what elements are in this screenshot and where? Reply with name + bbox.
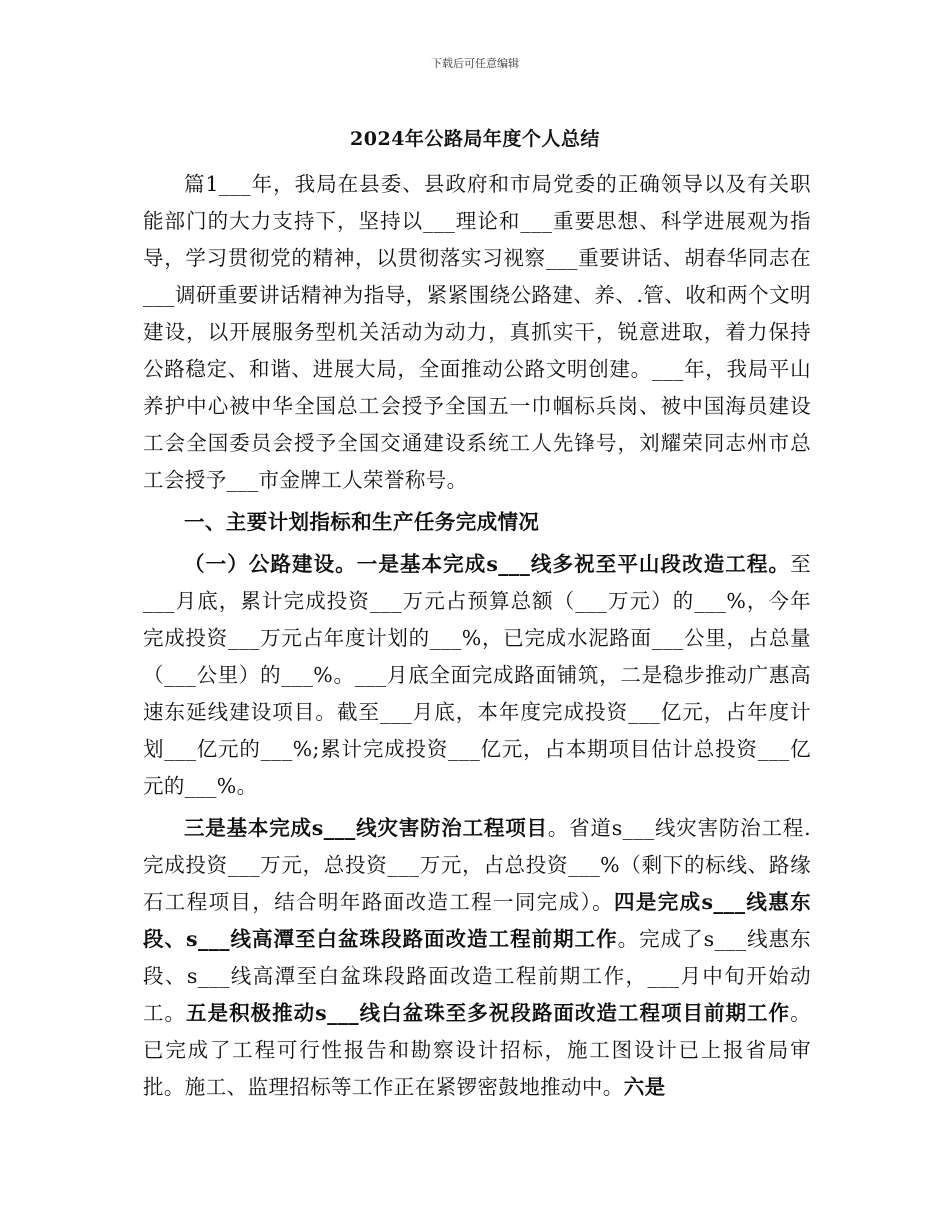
document-title: 2024年公路局年度个人总结 — [350, 128, 600, 150]
project-4-lead: 四是完成s___线惠东段、s___线高潭至白盆珠段路面改造工程前期工作 — [143, 890, 811, 951]
header-note: 下载后可任意编辑 — [431, 57, 519, 70]
document-body — [143, 166, 811, 1106]
paragraph-projects — [143, 810, 811, 1106]
paragraph-intro: 篇1___年，我局在县委、县政府和市局党委的正确领导以及有关职能部门的大力支持下，坚持以___理论和___重要思想、科学进展观为指导，学习贯彻党的精神，以贯彻落实习视察___重要讲话、胡春华同志在___调研重要讲话精神为指导，紧紧围绕公路建、养、.管、收和两个文明建设，以开展服务型机关活动为动力，真抓实干，锐意进取，着力保持公路稳定、和谐、进展大局，全面推动公路文明创建。___年，我局平山养护中心被中华全国总工会授予全国五一巾帼标兵岗、被中国海员建设工会全国委员会授予全国交通建设系统工人先锋号，刘耀荣同志州市总工会授予___市金牌工人荣誉称号。 — [143, 172, 811, 492]
section-heading-1 — [143, 504, 811, 541]
paragraph-road-construction — [143, 546, 811, 805]
project-4-text: 。完成了s___线惠东段、s___线高潭至白盆珠段路面改造工程前期工作，___月中旬开始动工。 — [143, 927, 811, 1025]
project-6-lead: 六是 — [623, 1075, 666, 1099]
section-heading-text: 一、主要计划指标和生产任务完成情况 — [184, 510, 540, 534]
project-3-text: 。省道s___线灾害防治工程.完成投资___万元，总投资___万元，占总投资___%（剩下的标线、路缘石工程项目，结合明年路面改造工程一同完成）。 — [143, 816, 812, 914]
road-construction-lead: （一）公路建设。一是基本完成s___线多祝至平山段改造工程。 — [184, 552, 791, 576]
project-5-text: 。已完成了工程可行性报告和勘察设计招标，施工图设计已上报省局审批。施工、监理招标等工作正在紧锣密鼓地推动中。 — [143, 1001, 811, 1099]
project-5-lead: 五是积极推动s___线白盆珠至多祝段路面改造工程项目前期工作 — [186, 1001, 791, 1025]
road-construction-text: 至___月底，累计完成投资___万元占预算总额（___万元）的___%，今年完成投资___万元占年度计划的___%，已完成水泥路面___公里，占总量（___公里）的___%。___月底全面完成路面铺筑，二是稳步推动广惠高速东延线建设项目。截至___月底，本年度完成投资___亿元，占年度计划___亿元的___%;累计完成投资___亿元，占本期项目估计总投资___亿元的___%。 — [143, 552, 811, 798]
project-3-lead: 三是基本完成s___线灾害防治工程项目 — [184, 816, 548, 840]
